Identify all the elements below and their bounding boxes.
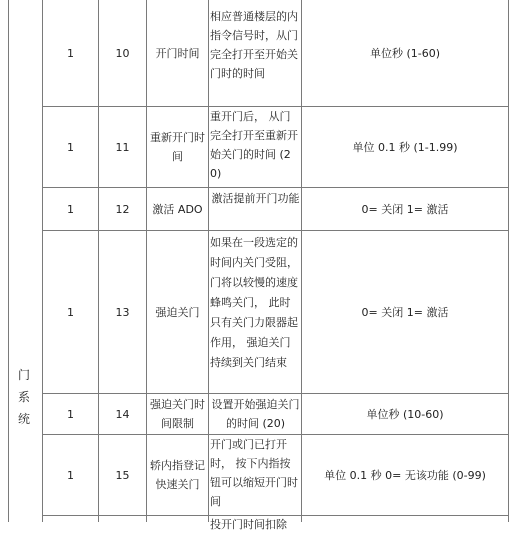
param-number-cell: 15 — [115, 468, 130, 482]
param-desc-cell: 开门或门已打开时， 按下内指按钮可以缩短开门时间 — [210, 438, 298, 508]
param-name-cell: 重新开门时间 — [150, 131, 205, 163]
group-label — [10, 364, 38, 430]
param-number-cell: 13 — [115, 305, 130, 319]
param-name-cell: 强迫关门 — [155, 305, 200, 319]
param-number-cell: 10 — [115, 46, 130, 60]
row-index-cell: 1 — [67, 140, 74, 154]
row-index-cell: 1 — [67, 46, 74, 60]
param-unit-cell: 0= 关闭 1= 激活 — [361, 202, 449, 216]
param-unit-cell: 单位 0.1 秒 0= 无该功能 (0-99) — [324, 468, 486, 482]
param-unit-cell: 单位秒 (10-60) — [366, 407, 444, 421]
param-name-cell: 开门时间 — [155, 46, 200, 60]
param-unit-cell: 单位 0.1 秒 (1-1.99) — [352, 140, 458, 154]
param-unit-cell: 单位秒 (1-60) — [369, 46, 441, 60]
param-desc-cell: 相应普通楼层的内指令信号时，从门完全打开至开始关门时的时间 — [210, 10, 298, 80]
grid-line — [508, 0, 509, 522]
row-index-cell: 1 — [67, 468, 74, 482]
param-number-cell: 12 — [115, 202, 130, 216]
partial-row-text: 投开门时间扣除 — [210, 518, 287, 531]
param-desc-cell: 如果在一段选定的时间内关门受阻， 门将以较慢的速度蜂鸣关门， 此时只有关门力限器起作用， 强迫关门持续到关门结束 — [210, 236, 298, 369]
param-number-cell: 14 — [115, 407, 130, 421]
param-desc-cell: 重开门后， 从门完全打开至重新开始关门的时间 (20) — [210, 110, 298, 180]
param-name-cell: 轿内指登记快速关门 — [150, 459, 205, 491]
param-name-cell: 激活 ADO — [152, 202, 203, 216]
param-desc-cell: 激活提前开门功能 — [211, 192, 300, 205]
param-unit-cell: 0= 关闭 1= 激活 — [361, 305, 449, 319]
param-name-cell: 强迫关门时间限制 — [150, 398, 205, 430]
row-index-cell: 1 — [67, 305, 74, 319]
group-char: 系 — [17, 390, 30, 404]
grid-line — [8, 0, 9, 522]
param-number-cell: 11 — [115, 140, 130, 154]
group-char: 门 — [17, 368, 30, 382]
row-index-cell: 1 — [67, 407, 74, 421]
param-desc-cell: 设置开始强迫关门的时间 (20) — [211, 398, 300, 430]
row-index-cell: 1 — [67, 202, 74, 216]
group-char: 统 — [17, 412, 30, 426]
